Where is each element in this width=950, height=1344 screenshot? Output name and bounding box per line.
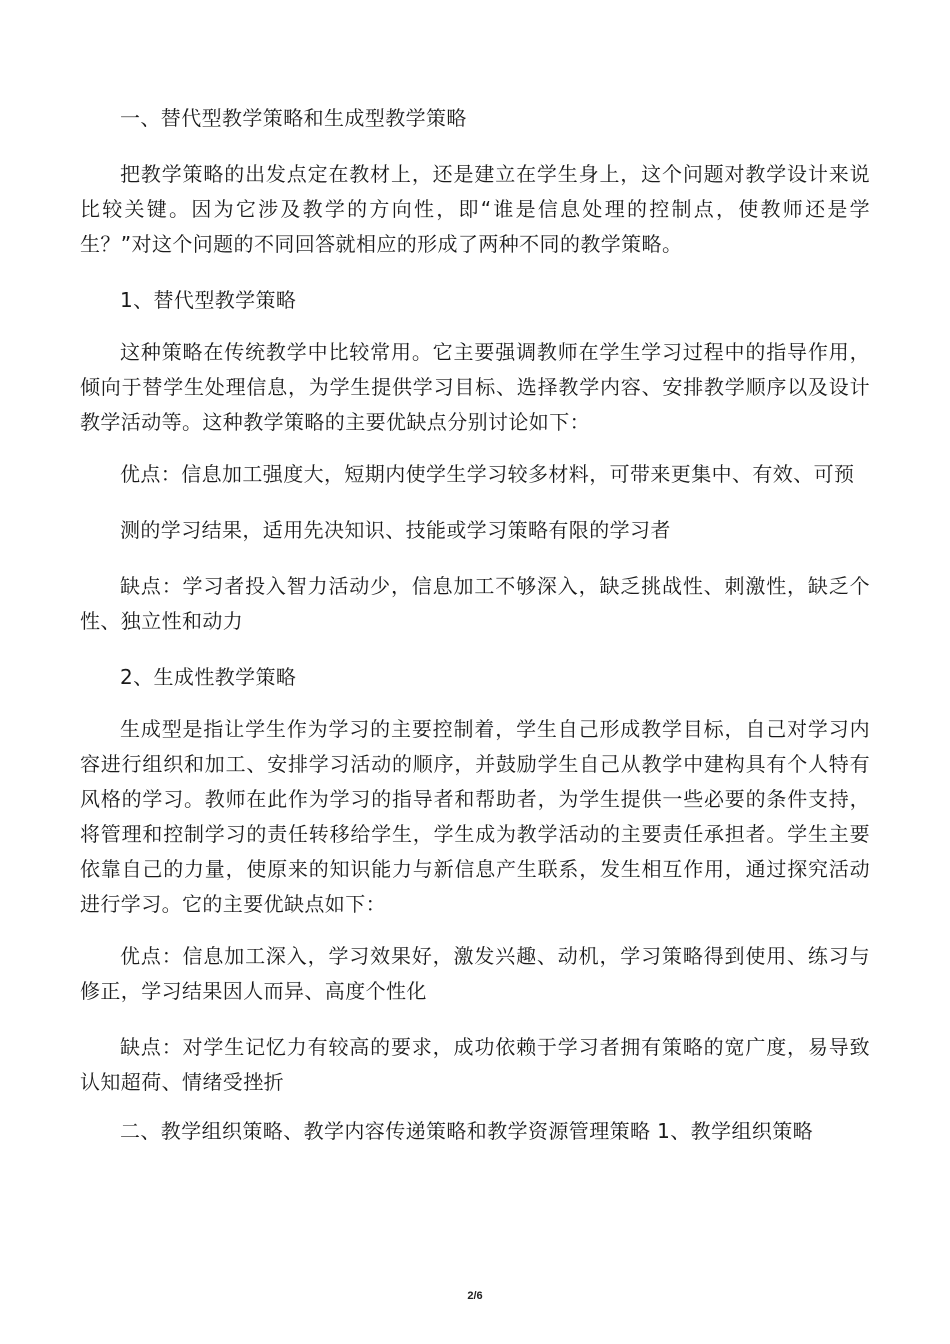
document-body bbox=[80, 101, 870, 1149]
paragraph-generative-description: 生成型是指让学生作为学习的主要控制着，学生自己形成教学目标，自己对学习内容进行组织和加工、安排学习活动的顺序，并鼓励学生自己从教学中建构具有个人特有风格的学习。教师在此作为学习的指导者和帮助者，为学生提供一些必要的条件支持，将管理和控制学习的责任转移给学生，学生成为教学活动的主要责任承担者。学生主要依靠自己的力量，使原来的知识能力与新信息产生联系，发生相互作用，通过探究活动进行学习。它的主要优缺点如下： bbox=[80, 717, 870, 916]
paragraph-substitutive-advantages: 优点：信息加工强度大，短期内使学生学习较多材料，可带来更集中、有效、可预 bbox=[120, 462, 855, 486]
section-heading-1: 一、替代型教学策略和生成型教学策略 bbox=[120, 106, 467, 130]
paragraph-generative-advantages: 优点：信息加工深入，学习效果好，激发兴趣、动机，学习策略得到使用、练习与修正，学习结果因人而异、高度个性化 bbox=[80, 944, 870, 1003]
paragraph-substitutive-disadvantages: 缺点：学习者投入智力活动少，信息加工不够深入，缺乏挑战性、刺激性，缺乏个性、独立性和动力 bbox=[80, 574, 870, 633]
subsection-heading-generative: 2、生成性教学策略 bbox=[120, 665, 297, 689]
subsection-heading-substitutive: 1、替代型教学策略 bbox=[120, 288, 297, 312]
section-heading-2: 二、教学组织策略、教学内容传递策略和教学资源管理策略 1、教学组织策略 bbox=[120, 1119, 814, 1143]
page-number: 2/6 bbox=[467, 1290, 483, 1302]
paragraph-intro: 把教学策略的出发点定在教材上，还是建立在学生身上，这个问题对教学设计来说比较关键。因为它涉及教学的方向性，即“谁是信息处理的控制点，使教师还是学生？”对这个问题的不同回答就相应的形成了两种不同的教学策略。 bbox=[80, 162, 870, 256]
paragraph-generative-disadvantages: 缺点：对学生记忆力有较高的要求，成功依赖于学习者拥有策略的宽广度，易导致认知超荷、情绪受挫折 bbox=[80, 1035, 870, 1094]
paragraph-substitutive-advantages-cont: 测的学习结果，适用先决知识、技能或学习策略有限的学习者 bbox=[120, 518, 671, 542]
paragraph-substitutive-description: 这种策略在传统教学中比较常用。它主要强调教师在学生学习过程中的指导作用，倾向于替学生处理信息，为学生提供学习目标、选择教学内容、安排教学顺序以及设计教学活动等。这种教学策略的主要优缺点分别讨论如下： bbox=[80, 340, 870, 434]
